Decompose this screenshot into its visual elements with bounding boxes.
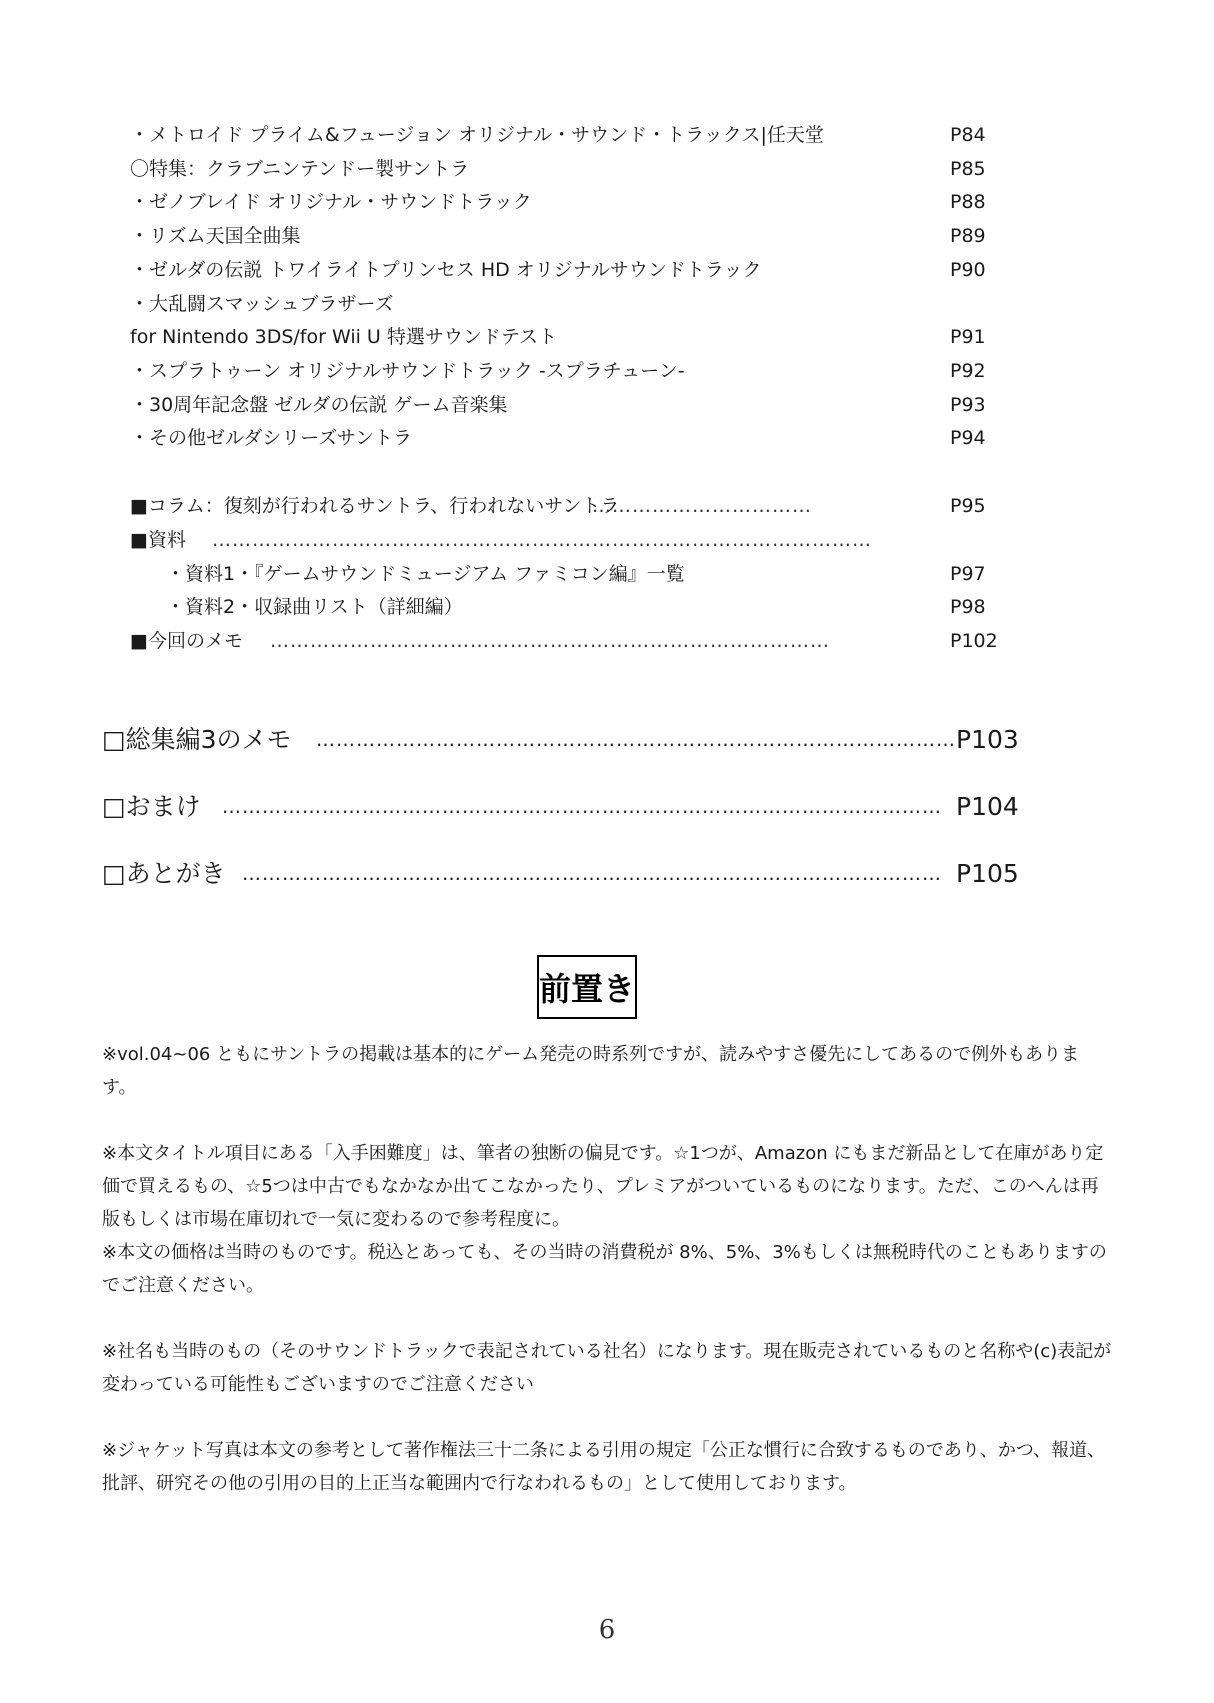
toc-section-page: P102: [950, 630, 998, 652]
toc-item: [0, 185, 1214, 219]
note-paragraph: ※本文の価格は当時のものです。税込とあっても、その当時の消費税が 8%、5%、3%もしくは無税時代のこともありますのでご注意ください。: [102, 1242, 1107, 1296]
toc-dot-leader: …………………………………………………………………………: [270, 630, 830, 652]
toc-item: [0, 320, 1214, 354]
toc-item-label: for Nintendo 3DS/for Wii U 特選サウンドテスト: [130, 326, 558, 348]
toc-dot-leader: ……………………………………………………………………………………………: [242, 863, 942, 885]
toc-item-page: P85: [950, 158, 986, 180]
toc-section-label: ■今回のメモ: [130, 630, 243, 652]
preface-notes: [102, 1038, 1112, 1500]
toc-item: [0, 354, 1214, 388]
preface-heading: 前置き: [537, 955, 637, 1019]
note-paragraph: ※ジャケット写真は本文の参考として著作権法三十二条による引用の規定「公正な慣行に合致するものであり、かつ、報道、批評、研究その他の引用の目的上正当な範囲内で行なわれるもの」として使用しております。: [102, 1440, 1106, 1494]
toc-item-page: P92: [950, 360, 986, 382]
toc-major-label: □あとがき: [102, 859, 226, 888]
toc-section-label: ■コラム：復刻が行われるサントラ、行われないサントラ: [130, 495, 620, 517]
toc-item-page: P91: [950, 326, 986, 348]
note-paragraph: ※本文タイトル項目にある「入手困難度」は、筆者の独断の偏見です。☆1つが、Amazon にもまだ新品として在庫があり定価で買えるもの、☆5つは中古でもなかなか出てこなかったり、プレミアがついているものになります。ただ、このへんは再版もしくは市場在庫切れで一気に変わるので参考程度に。: [102, 1143, 1104, 1230]
toc-item: [0, 118, 1214, 152]
toc-item-page: P94: [950, 427, 986, 449]
note-paragraph: ※vol.04~06 ともにサントラの掲載は基本的にゲーム発売の時系列ですが、読みやすさ優先にしてあるので例外もあります。: [102, 1044, 1080, 1098]
toc-section-materials: [0, 523, 1214, 557]
toc-item-label: ・大乱闘スマッシュブラザーズ: [130, 293, 394, 315]
toc-major-page: P104: [956, 792, 1019, 821]
toc-major-label: □おまけ: [102, 792, 201, 821]
toc-major-page: P105: [956, 859, 1019, 888]
toc-item-page: P90: [950, 259, 986, 281]
toc-item: [0, 388, 1214, 422]
toc-section-material-2: [0, 590, 1214, 624]
toc-item: [0, 219, 1214, 253]
toc-item-label: ・その他ゼルダシリーズサントラ: [130, 427, 412, 449]
toc-dot-leader: ………………………………………………………………………………………: [212, 529, 872, 551]
toc-major-item: [0, 785, 1214, 829]
toc-major-label: □総集編3のメモ: [102, 725, 292, 754]
toc-section-column: [0, 489, 1214, 523]
toc-section-page: P95: [950, 495, 986, 517]
toc-dot-leader: ……………………………: [592, 495, 812, 517]
toc-major-page: P103: [956, 725, 1019, 754]
toc-item-label: ・30周年記念盤 ゼルダの伝説 ゲーム音楽集: [130, 394, 508, 416]
toc-item-page: P88: [950, 191, 986, 213]
toc-item-label: ・メトロイド プライム&フュージョン オリジナル・サウンド・トラックス|任天堂: [130, 124, 824, 146]
toc-item: [0, 287, 1214, 321]
toc-section-label: ・資料1・『ゲームサウンドミュージアム ファミコン編』一覧: [166, 563, 685, 585]
note-paragraph: ※社名も当時のもの（そのサウンドトラックで表記されている社名）になります。現在販売されているものと名称や(c)表記が変わっている可能性もございますのでご注意ください: [102, 1341, 1112, 1395]
toc-item-page: P84: [950, 124, 986, 146]
toc-item-label: ・スプラトゥーン オリジナルサウンドトラック -スプラチューン-: [130, 360, 685, 382]
toc-item-label: 〇特集：クラブニンテンドー製サントラ: [130, 158, 470, 180]
toc-item-page: P89: [950, 225, 986, 247]
page-number: 6: [598, 1615, 616, 1645]
toc-dot-leader: ………………………………………………………………………………………………: [222, 796, 942, 818]
toc-item-label: ・リズム天国全曲集: [130, 225, 301, 247]
toc-item-label: ・ゼノブレイド オリジナル・サウンドトラック: [130, 191, 532, 213]
toc-section-page: P98: [950, 596, 986, 618]
toc-major-item: [0, 718, 1214, 762]
toc-dot-leader: ……………………………………………………………………………………: [316, 729, 956, 751]
toc-section-page: P97: [950, 563, 986, 585]
toc-section-label: ■資料: [130, 529, 186, 551]
toc-item-page: P93: [950, 394, 986, 416]
toc-item-label: ・ゼルダの伝説 トワイライトプリンセス HD オリジナルサウンドトラック: [130, 259, 762, 281]
toc-section-memo: [0, 624, 1214, 658]
toc-item: [0, 152, 1214, 186]
toc-section-label: ・資料2・収録曲リスト（詳細編）: [166, 596, 463, 618]
toc-major-item: [0, 852, 1214, 896]
toc-item: [0, 253, 1214, 287]
toc-item: [0, 421, 1214, 455]
toc-section-material-1: [0, 557, 1214, 591]
